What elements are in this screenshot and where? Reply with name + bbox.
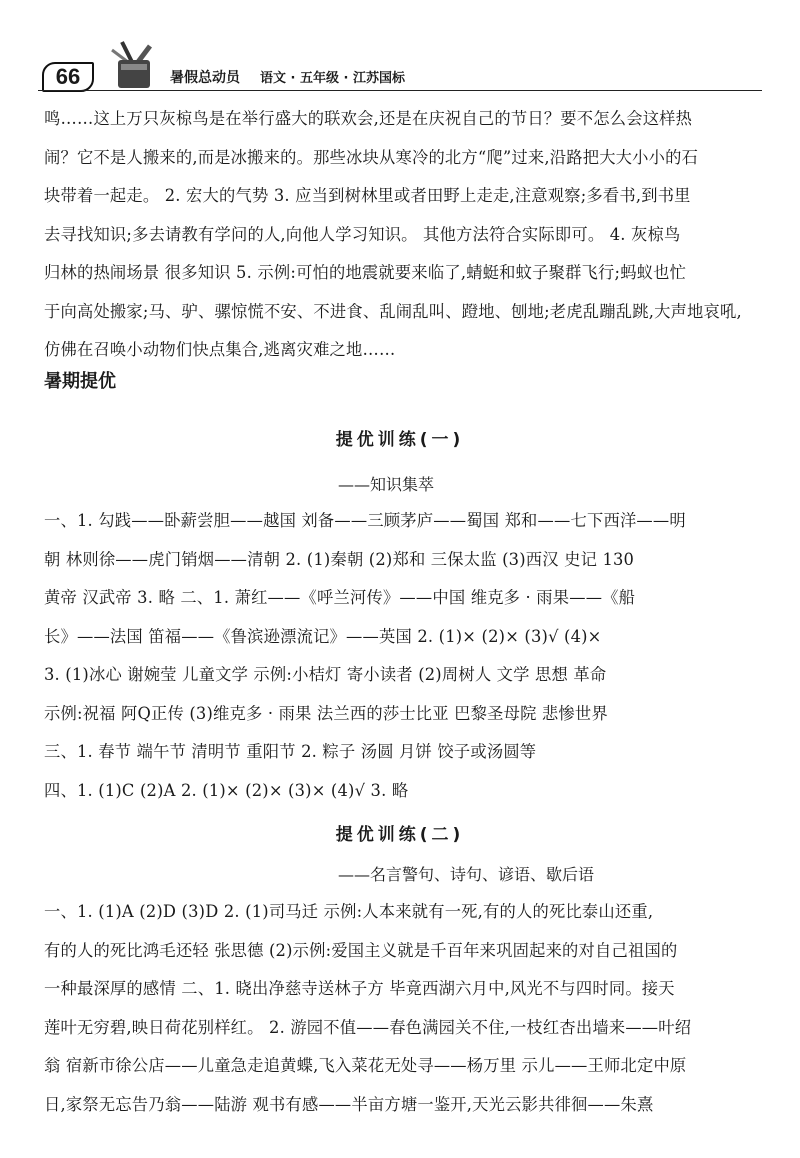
text-line: 一、1. (1)A (2)D (3)D 2. (1)司马迁 示例:人本来就有一死,有的人的死比泰山还重, xyxy=(44,902,654,921)
text-line: 归林的热闹场景 很多知识 5. 示例:可怕的地震就要来临了,蜻蜓和蚊子聚群飞行;蚂蚁也忙 xyxy=(44,263,687,282)
text-line: 一、1. 勾践——卧薪尝胆——越国 刘备——三顾茅庐——蜀国 郑和——七下西洋——明 xyxy=(44,511,686,530)
text-line: 翁 宿新市徐公店——儿童急走追黄蝶,飞入菜花无处寻——杨万里 示儿——王师北定中原 xyxy=(44,1056,687,1075)
text-line: 仿佛在召唤小动物们快点集合,逃离灾难之地…… xyxy=(44,340,396,359)
book-subtitle: 语文 · 五年级 · 江苏国标 xyxy=(260,71,405,86)
pencil-cup-icon xyxy=(92,40,172,90)
text-line: 四、1. (1)C (2)A 2. (1)× (2)× (3)× (4)√ 3. 略 xyxy=(44,780,409,800)
text-line: 闹？它不是人搬来的,而是冰搬来的。那些冰块从寒冷的北方“爬”过来,沿路把大大小小的石 xyxy=(44,147,699,167)
text-line: 三、1. 春节 端午节 清明节 重阳节 2. 粽子 汤圆 月饼 饺子或汤圆等 xyxy=(44,742,537,761)
text-line: 长》——法国 笛福——《鲁滨逊漂流记》——英国 2. (1)× (2)× (3)√ (4)× xyxy=(44,626,602,646)
text-line: 黄帝 汉武帝 3. 略 二、1. 萧红——《呼兰河传》——中国 维克多 · 雨果——《船 xyxy=(44,588,636,607)
exercise-2-subtitle: ——名言警句、诗句、谚语、歇后语 xyxy=(338,865,595,884)
exercise-1-answers xyxy=(44,502,760,810)
text-line: 有的人的死比鸿毛还轻 张思德 (2)示例:爱国主义就是千百年来巩固起来的对自己祖国的 xyxy=(44,940,678,960)
text-line: 一种最深厚的感情 二、1. 晓出净慈寺送林子方 毕竟西湖六月中,风光不与四时同。接天 xyxy=(44,979,675,998)
text-line: 莲叶无穷碧,映日荷花别样红。 2. 游园不值——春色满园关不住,一枝红杏出墙来——叶绍 xyxy=(44,1017,692,1037)
text-line: 日,家祭无忘告乃翁——陆游 观书有感——半亩方塘一鉴开,天光云影共徘徊——朱熹 xyxy=(44,1094,654,1114)
text-line: 去寻找知识;多去请教有学问的人,向他人学习知识。 其他方法符合实际即可。 4. 灰椋鸟 xyxy=(44,224,681,244)
book-title: 暑假总动员 xyxy=(170,70,240,86)
page-header xyxy=(38,40,762,92)
header-rule xyxy=(38,90,762,91)
exercise-2-answers xyxy=(44,893,760,1124)
section-title: 暑期提优 xyxy=(44,371,116,392)
text-line: 于向高处搬家;马、驴、骡惊慌不安、不进食、乱闹乱叫、蹬地、刨地;老虎乱蹦乱跳,大声地哀吼, xyxy=(44,301,742,321)
text-line: 3. (1)冰心 谢婉莹 儿童文学 示例:小桔灯 寄小读者 (2)周树人 文学 思想 革命 xyxy=(44,665,607,684)
text-line: 示例:祝福 阿Q正传 (3)维克多 · 雨果 法兰西的莎士比亚 巴黎圣母院 悲惨世界 xyxy=(44,703,608,723)
text-line: 块带着一起走。 2. 宏大的气势 3. 应当到树林里或者田野上走走,注意观察;多看书,到书里 xyxy=(44,186,691,205)
exercise-2-title: 提优训练(二) xyxy=(335,825,465,845)
text-line: 朝 林则徐——虎门销烟——清朝 2. (1)秦朝 (2)郑和 三保太监 (3)西汉 史记 130 xyxy=(44,549,635,569)
text-line: 鸣……这上万只灰椋鸟是在举行盛大的联欢会,还是在庆祝自己的节日？要不怎么会这样热 xyxy=(44,109,693,128)
intro-answers xyxy=(44,100,760,370)
exercise-1-title: 提优训练(一) xyxy=(335,430,465,450)
exercise-1-subtitle: ——知识集萃 xyxy=(338,475,435,494)
page-number: 66 xyxy=(42,62,94,92)
